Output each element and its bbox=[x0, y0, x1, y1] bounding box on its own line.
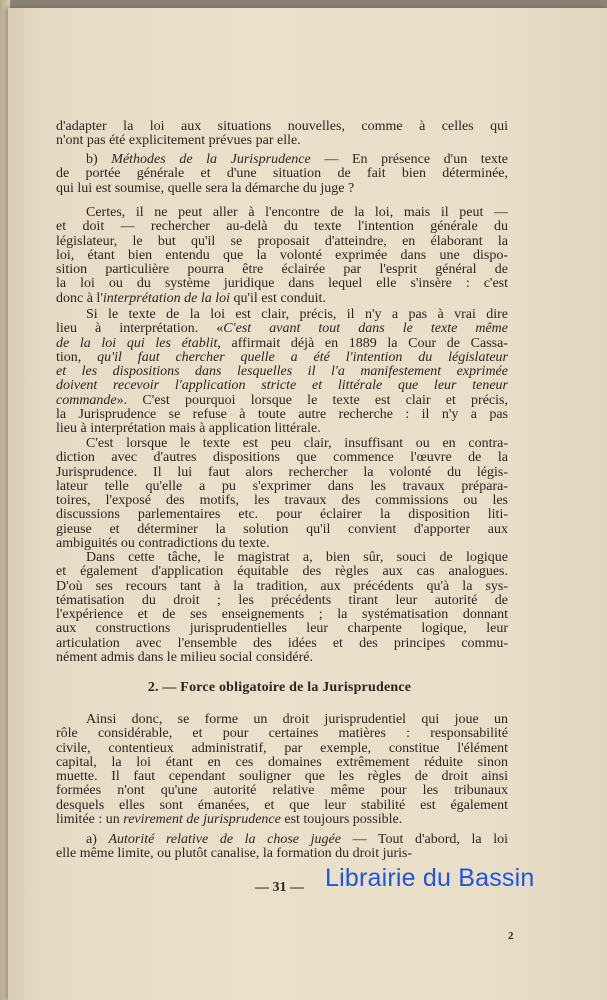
text-line bbox=[56, 263, 508, 277]
italic-text: revirement de jurisprudence bbox=[123, 812, 281, 828]
text-segment: formées n'ont qu'une autorité relative même pour les tribunaux bbox=[56, 783, 508, 799]
text-line bbox=[56, 337, 508, 351]
text-line bbox=[56, 494, 508, 508]
text-segment: b) bbox=[86, 152, 112, 167]
italic-text: qu'il faut chercher quelle a été l'intention du législateur bbox=[97, 349, 508, 365]
text-segment: est toujours possible. bbox=[280, 812, 403, 828]
text-line bbox=[56, 833, 508, 847]
text-segment: tématisation du droit ; les précédents tirant leur autorité de bbox=[56, 592, 508, 608]
text-line bbox=[56, 466, 508, 480]
text-segment: elle même limite, ou plutôt canalise, la formation du droit juris- bbox=[56, 846, 413, 862]
text-segment: nément admis dans le milieu social considéré. bbox=[56, 650, 313, 666]
text-line bbox=[56, 394, 508, 408]
text-segment: ambiguités ou contradictions du texte. bbox=[56, 536, 270, 552]
paragraph bbox=[56, 308, 508, 437]
text-segment: — Tout d'abord, la loi bbox=[340, 832, 508, 847]
text-line bbox=[56, 508, 508, 522]
page-number: — 31 — bbox=[255, 880, 304, 895]
text-line bbox=[56, 847, 508, 861]
text-line bbox=[56, 351, 508, 365]
text-line bbox=[56, 813, 508, 827]
paragraph bbox=[56, 437, 508, 551]
text-line bbox=[56, 580, 508, 594]
text-line bbox=[56, 182, 508, 196]
text-line bbox=[56, 727, 508, 741]
text-segment: donc à l' bbox=[56, 290, 103, 306]
text-line bbox=[56, 408, 508, 422]
text-line bbox=[56, 637, 508, 651]
text-segment: Certes, il ne peut aller à l'encontre de la loi, mais il peut — bbox=[86, 205, 508, 220]
text-segment: ». C'est pourquoi lorsque le texte est clair et précis, bbox=[116, 392, 508, 408]
text-segment: desquels elles sont émanées, et que leur stabilité est également bbox=[56, 797, 508, 813]
text-segment: C'est lorsque le texte est peu clair, insuffisant ou en contra- bbox=[86, 436, 508, 451]
text-segment: n'ont pas été explicitement prévues par elle. bbox=[56, 133, 301, 149]
text-line bbox=[56, 422, 508, 436]
text-segment: Dans cette tâche, le magistrat a, bien sûr, souci de logique bbox=[86, 550, 508, 565]
text-line bbox=[56, 134, 508, 148]
text-segment: loi, étant bien entendu que la volonté exprimée dans une dispo- bbox=[56, 247, 508, 263]
section-heading-text: 2. — Force obligatoire de la Jurisprudence bbox=[147, 680, 412, 695]
text-segment: lieu à interprétation. « bbox=[56, 321, 224, 337]
text-line bbox=[56, 480, 508, 494]
text-line bbox=[56, 322, 508, 336]
text-line bbox=[56, 799, 508, 813]
text-segment: diction avec d'autres dispositions que commence l'œuvre de la bbox=[56, 450, 508, 466]
text-line bbox=[56, 565, 508, 579]
text-segment: capital, la loi étant en ces domaines extrêmement réduite sinon bbox=[56, 754, 508, 770]
italic-text: interprétation de la loi bbox=[102, 290, 230, 306]
text-segment: la Jurisprudence se refuse à toute autre recherche : il n'y a pas bbox=[56, 407, 508, 423]
text-line bbox=[56, 235, 508, 249]
paragraph bbox=[56, 153, 508, 196]
text-segment: rôle considérable, et pour certaines matières : responsabilité bbox=[56, 726, 508, 742]
text-segment: et également d'application équitable des règles aux cas analogues. bbox=[56, 564, 508, 580]
text-segment: civile, contentieux administratif, par exemple, constitue l'élément bbox=[56, 740, 508, 756]
paragraph bbox=[56, 713, 508, 827]
text-segment: et doit — rechercher au-delà du texte l'intention générale du bbox=[56, 219, 508, 235]
text-segment: Jurisprudence. Il lui faut alors rechercher la volonté du légis- bbox=[56, 464, 508, 480]
italic-text: Autorité relative de la chose jugée bbox=[108, 832, 341, 847]
text-segment: a) bbox=[86, 832, 109, 847]
text-segment: d'adapter la loi aux situations nouvelles, comme à celles qui bbox=[56, 119, 508, 134]
text-segment: gieuse et déterminer la solution qu'il convient d'apporter aux bbox=[56, 521, 508, 537]
text-segment: sition particulière pourra être éclairée par l'esprit général de bbox=[56, 262, 508, 278]
text-segment: législateur, le but qu'il se proposait d'atteindre, en élaborant la bbox=[56, 233, 508, 249]
text-segment: qu'il est conduit. bbox=[230, 290, 326, 306]
text-segment: Si le texte de la loi est clair, précis, il n'y a pas à vrai dire bbox=[86, 307, 508, 322]
text-line bbox=[56, 167, 508, 181]
text-line bbox=[56, 249, 508, 263]
text-line bbox=[56, 379, 508, 393]
text-line bbox=[56, 277, 508, 291]
text-segment: lateur telle qu'elle a pu s'exprimer dans les travaux prépara- bbox=[56, 478, 508, 494]
text-segment: discussions parlementaires etc. pour éclairer la disposition liti- bbox=[56, 507, 508, 523]
paragraph bbox=[56, 833, 508, 862]
text-segment: aux constructions jurisprudentielles leur charpente logique, leur bbox=[56, 621, 508, 637]
italic-text: C'est avant tout dans le texte même bbox=[223, 321, 509, 337]
text-line bbox=[56, 756, 508, 770]
text-segment: — En présence d'un texte bbox=[310, 152, 509, 167]
text-segment: muette. Il faut cependant souligner que les règles de droit ainsi bbox=[56, 769, 508, 785]
text-line bbox=[56, 622, 508, 636]
text-line bbox=[56, 308, 508, 322]
italic-text: et les dispositions dans lesquelles il l'a manifestement exprimée bbox=[56, 364, 508, 380]
text-segment: articulation avec l'ensemble des idées et des principes commu- bbox=[56, 635, 508, 651]
text-line bbox=[56, 742, 508, 756]
text-segment: lieu à interprétation mais à application littérale. bbox=[56, 421, 321, 437]
text-segment: la loi ou du système juridique dans lequel elle s'insère : c'est bbox=[56, 276, 508, 292]
section-heading bbox=[0, 680, 607, 696]
text-line bbox=[56, 451, 508, 465]
text-line bbox=[56, 153, 508, 167]
text-line bbox=[56, 523, 508, 537]
italic-text: Méthodes de la Jurisprudence bbox=[111, 152, 311, 167]
text-line bbox=[56, 551, 508, 565]
text-line bbox=[56, 365, 508, 379]
text-segment: , affirmait déjà en 1889 la Cour de Cassa- bbox=[217, 335, 508, 351]
text-line bbox=[56, 120, 508, 134]
text-line bbox=[56, 437, 508, 451]
text-segment: tion, bbox=[56, 349, 98, 365]
text-line bbox=[56, 651, 508, 665]
text-line bbox=[56, 770, 508, 784]
signature-mark: 2 bbox=[508, 930, 514, 942]
italic-text: commande bbox=[56, 392, 117, 408]
text-segment: de portée générale et d'une situation de fait bien déterminée, bbox=[56, 166, 508, 182]
italic-text: de la loi qui les établit bbox=[56, 335, 218, 351]
text-segment: D'où ses recours tant à la tradition, aux précédents qu'à la sys- bbox=[56, 578, 508, 594]
text-line bbox=[56, 784, 508, 798]
text-segment: Ainsi donc, se forme un droit jurisprudentiel qui joue un bbox=[86, 712, 508, 727]
text-line bbox=[56, 292, 508, 306]
paragraph bbox=[56, 206, 508, 306]
text-segment: limitée : un bbox=[56, 812, 124, 828]
text-segment: qui lui est soumise, quelle sera la démarche du juge ? bbox=[56, 180, 355, 196]
text-line bbox=[56, 594, 508, 608]
text-line bbox=[56, 713, 508, 727]
watermark: Librairie du Bassin bbox=[325, 864, 535, 892]
text-segment: l'expérience et de ses enseignements ; la systématisation donnant bbox=[56, 607, 508, 623]
paragraph bbox=[56, 120, 508, 149]
text-segment: toires, l'exposé des motifs, les travaux des commissions ou les bbox=[56, 493, 508, 509]
paragraph bbox=[56, 551, 508, 665]
text-line bbox=[56, 608, 508, 622]
text-line bbox=[56, 206, 508, 220]
italic-text: doivent recevoir l'application stricte et littérale que leur teneur bbox=[56, 378, 508, 394]
text-line bbox=[56, 220, 508, 234]
